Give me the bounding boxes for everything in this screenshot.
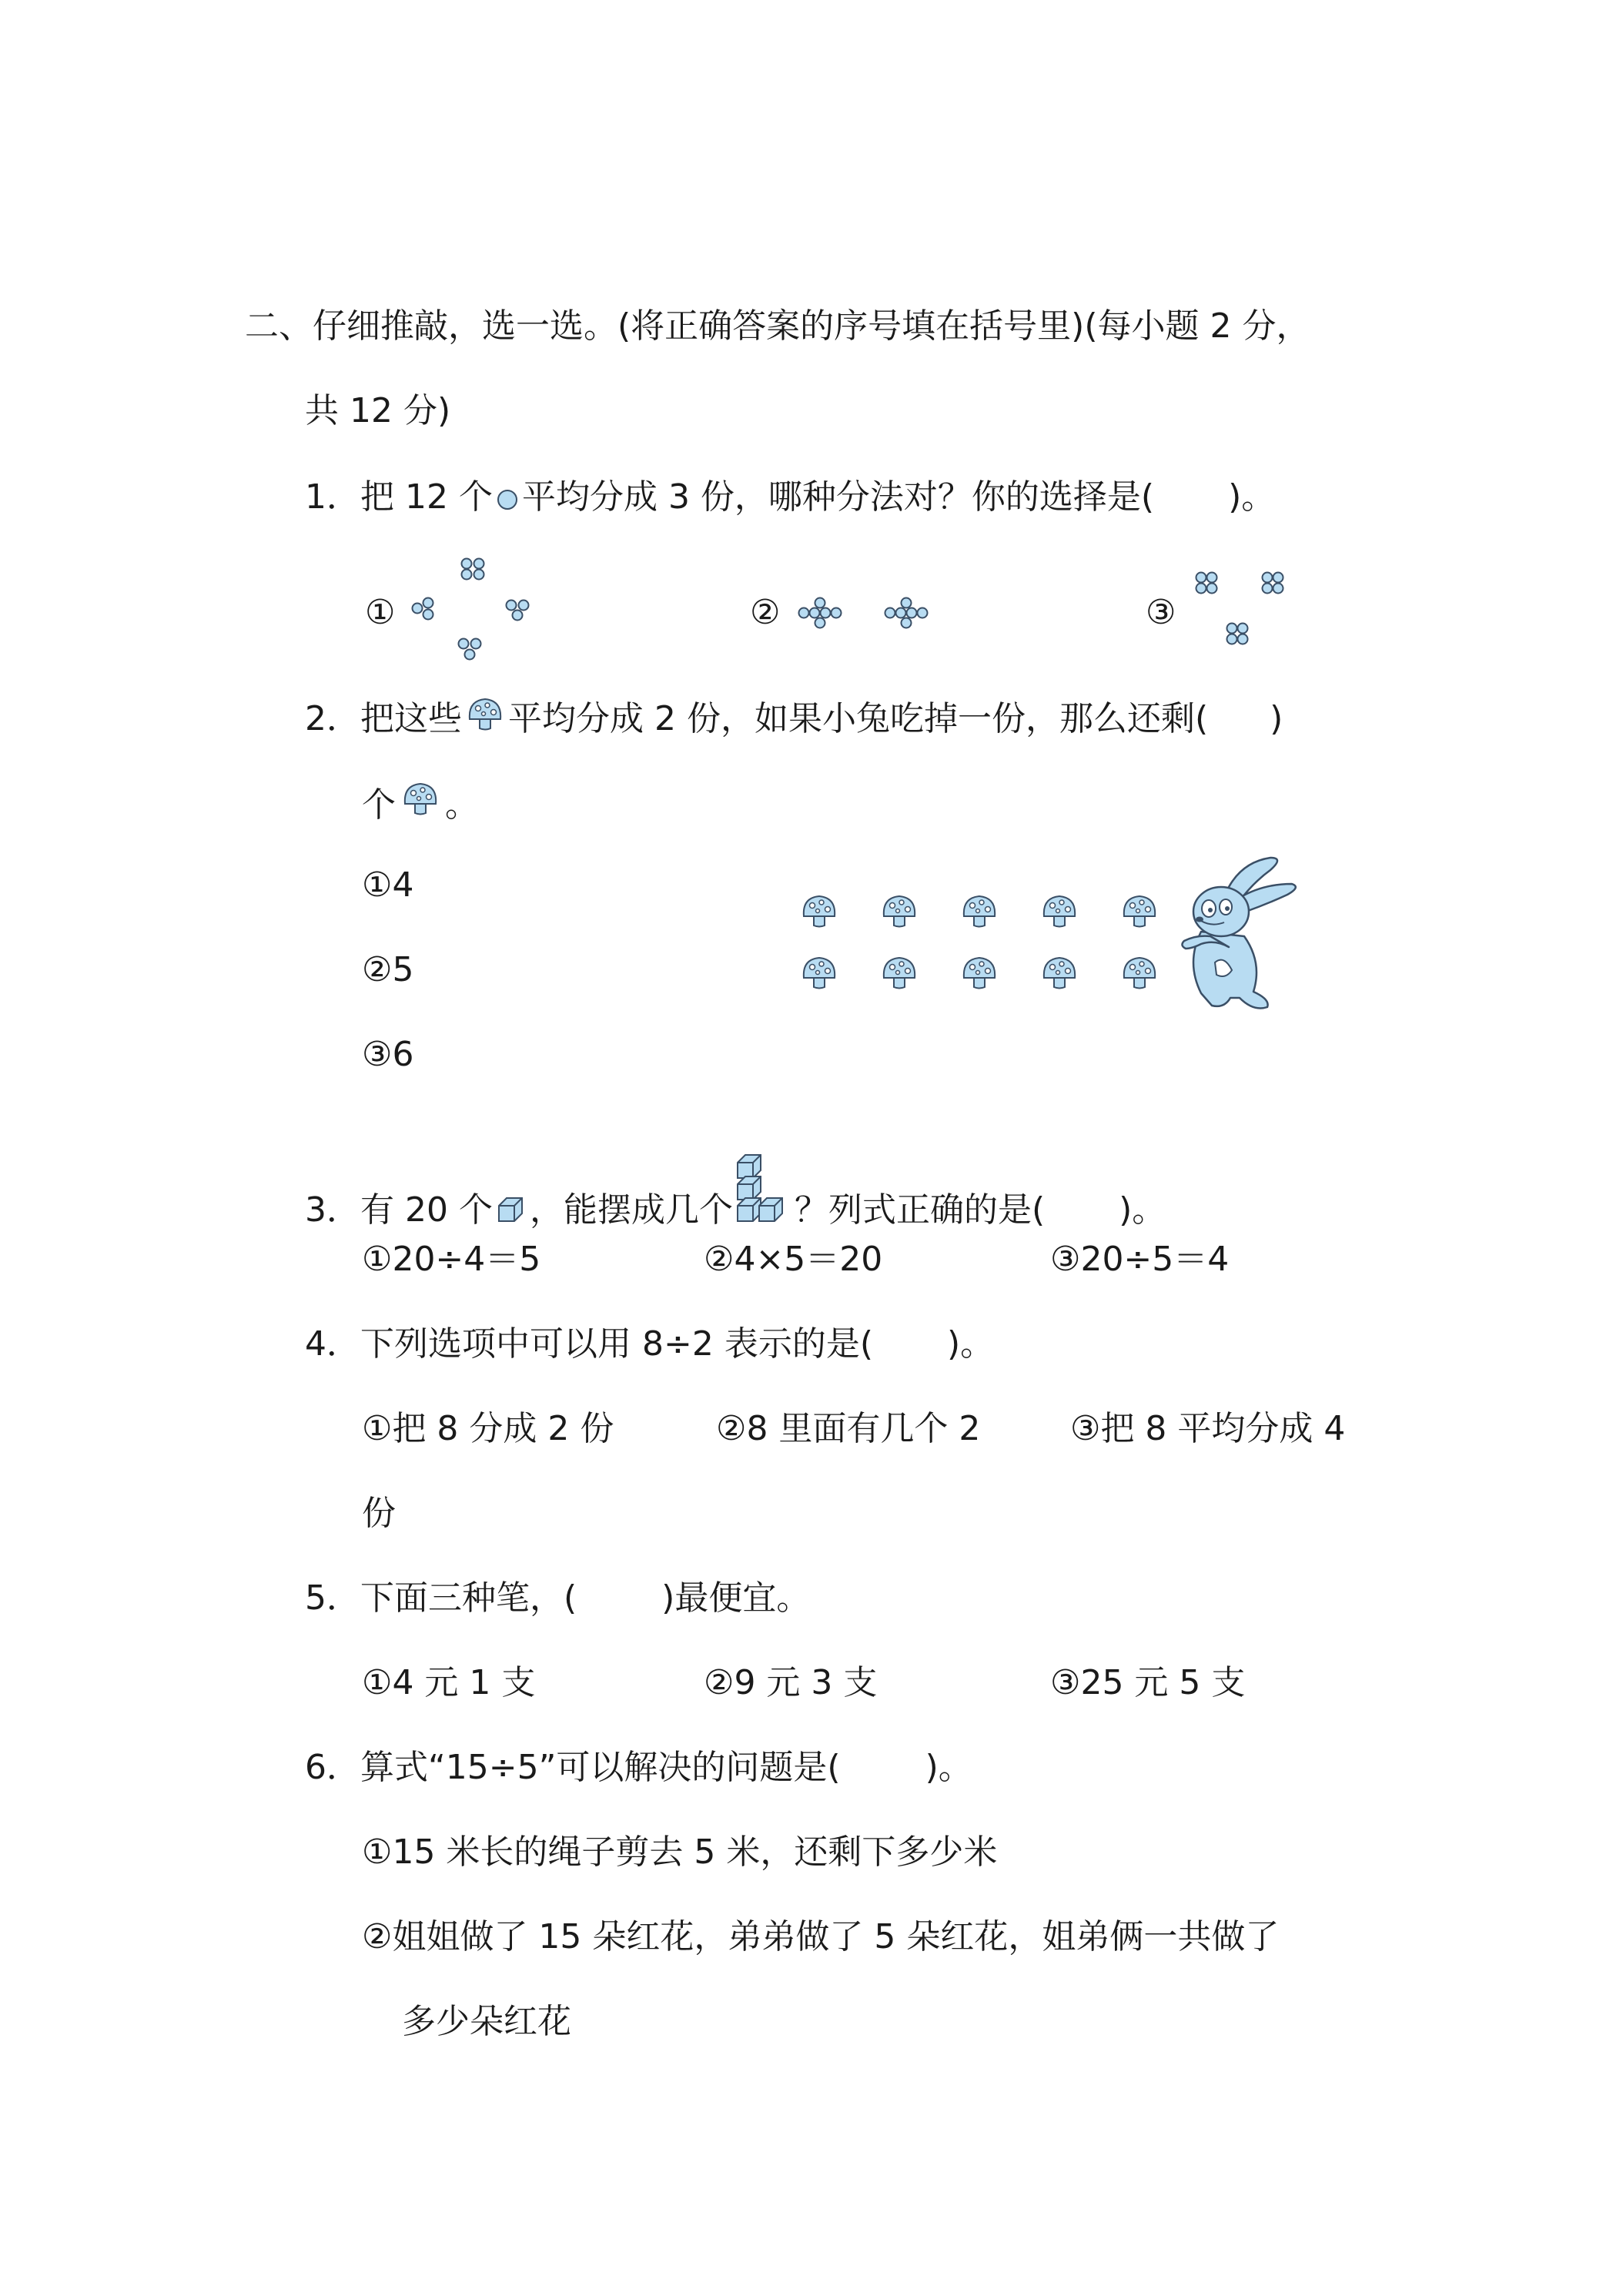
q3-suffix: ？列式正确的是(	[794, 1190, 1046, 1230]
cube-stack-icon	[735, 1152, 793, 1229]
mushroom-icon	[399, 778, 442, 821]
q4-option-3: ③把 8 平均分成 4	[1070, 1409, 1346, 1448]
cube-icon	[496, 1195, 527, 1226]
q1-option-1-mark: ①	[365, 593, 396, 632]
mushroom-icon	[1124, 896, 1155, 927]
mushroom-icon	[964, 896, 995, 927]
section-title-line2: 共 12 分)	[305, 391, 451, 430]
q4-option-1: ①把 8 分成 2 份	[362, 1409, 614, 1448]
q5-option-2: ②9 元 3 支	[704, 1663, 878, 1702]
circle-group	[459, 639, 481, 660]
q6-option-1: ①15 米长的绳子剪去 5 米，还剩下多少米	[362, 1832, 998, 1872]
q3-end: )。	[1119, 1190, 1166, 1230]
q4-option-3-continued: 份	[362, 1494, 396, 1533]
mushroom-group	[785, 878, 1186, 1016]
q2-line2-end: 。	[445, 785, 479, 825]
q2-option-3: ③6	[362, 1035, 414, 1074]
circle-group	[1227, 624, 1248, 644]
q6-stem-text: 6．算式“15÷5”可以解决的问题是(	[305, 1748, 841, 1787]
q1-stem	[305, 474, 1275, 520]
q4-option-2: ②8 里面有几个 2	[716, 1409, 981, 1448]
q2-stem-line2	[362, 778, 479, 828]
q2-option-1: ①4	[362, 865, 414, 905]
q2-option-2: ②5	[362, 950, 414, 989]
q1-option-1-figure	[400, 554, 547, 670]
q4-stem-text: 4．下列选项中可以用 8÷2 表示的是(	[305, 1324, 873, 1364]
q6-end: )。	[925, 1748, 972, 1787]
q4-stem	[305, 1321, 994, 1367]
q2-stem-line1	[305, 693, 1283, 742]
q2-prefix: 2．把这些	[305, 699, 462, 738]
q6-stem	[305, 1745, 972, 1791]
q1-option-2-figure	[788, 585, 942, 639]
circle-group	[507, 601, 529, 621]
q1-end: )。	[1228, 477, 1276, 517]
q5-stem	[305, 1575, 810, 1622]
q5-stem-text: 5．下面三种笔，(	[305, 1578, 577, 1618]
mushroom-icon	[884, 958, 915, 989]
q6-option-2-line1: ②姐姐做了 15 朵红花，弟弟做了 5 朵红花，姐弟俩一共做了	[362, 1917, 1280, 1956]
mushroom-icon	[1044, 958, 1075, 989]
q1-option-3-figure	[1186, 562, 1309, 662]
rabbit-illustration	[1155, 847, 1309, 1024]
q2-line2-prefix: 个	[362, 785, 396, 825]
circle-group	[1196, 573, 1217, 594]
q5-option-3: ③25 元 5 支	[1050, 1663, 1246, 1702]
q3-option-1: ①20÷4＝5	[362, 1240, 541, 1279]
q2-end: )	[1270, 699, 1283, 738]
mushroom-icon	[1044, 896, 1075, 927]
section-title-line1: 二、仔细推敲，选一选。(将正确答案的序号填在括号里)(每小题 2 分，	[245, 306, 1310, 346]
q3-prefix: 3．有 20 个	[305, 1190, 493, 1230]
q5-end: )最便宜。	[661, 1578, 811, 1618]
q1-option-2-mark: ②	[750, 593, 781, 632]
circle-group	[413, 598, 433, 620]
circle-group	[799, 598, 842, 628]
mushroom-icon	[964, 958, 995, 989]
q1-prefix: 1．把 12 个	[305, 477, 493, 517]
mushroom-icon	[804, 896, 835, 927]
small-circle-icon	[497, 490, 517, 510]
q2-suffix: 平均分成 2 份，如果小兔吃掉一份，那么还剩(	[508, 699, 1209, 738]
q5-option-1: ①4 元 1 支	[362, 1663, 536, 1702]
mushroom-icon	[884, 896, 915, 927]
q6-option-2-line2: 多少朵红花	[402, 2002, 571, 2041]
mushroom-icon	[1124, 958, 1155, 989]
mushroom-icon	[804, 958, 835, 989]
mushroom-icon	[463, 693, 507, 736]
circle-group	[1263, 573, 1283, 594]
q3-middle: ，能摆成几个	[529, 1190, 733, 1230]
circle-group	[885, 598, 928, 628]
q1-suffix: 平均分成 3 份，哪种分法对？你的选择是(	[521, 477, 1155, 517]
circle-group	[462, 559, 484, 580]
q3-stem	[305, 1152, 1166, 1233]
q1-option-3-mark: ③	[1146, 593, 1176, 632]
q3-option-3: ③20÷5＝4	[1050, 1240, 1230, 1279]
q4-end: )。	[947, 1324, 995, 1364]
q3-option-2: ②4×5＝20	[704, 1240, 883, 1279]
